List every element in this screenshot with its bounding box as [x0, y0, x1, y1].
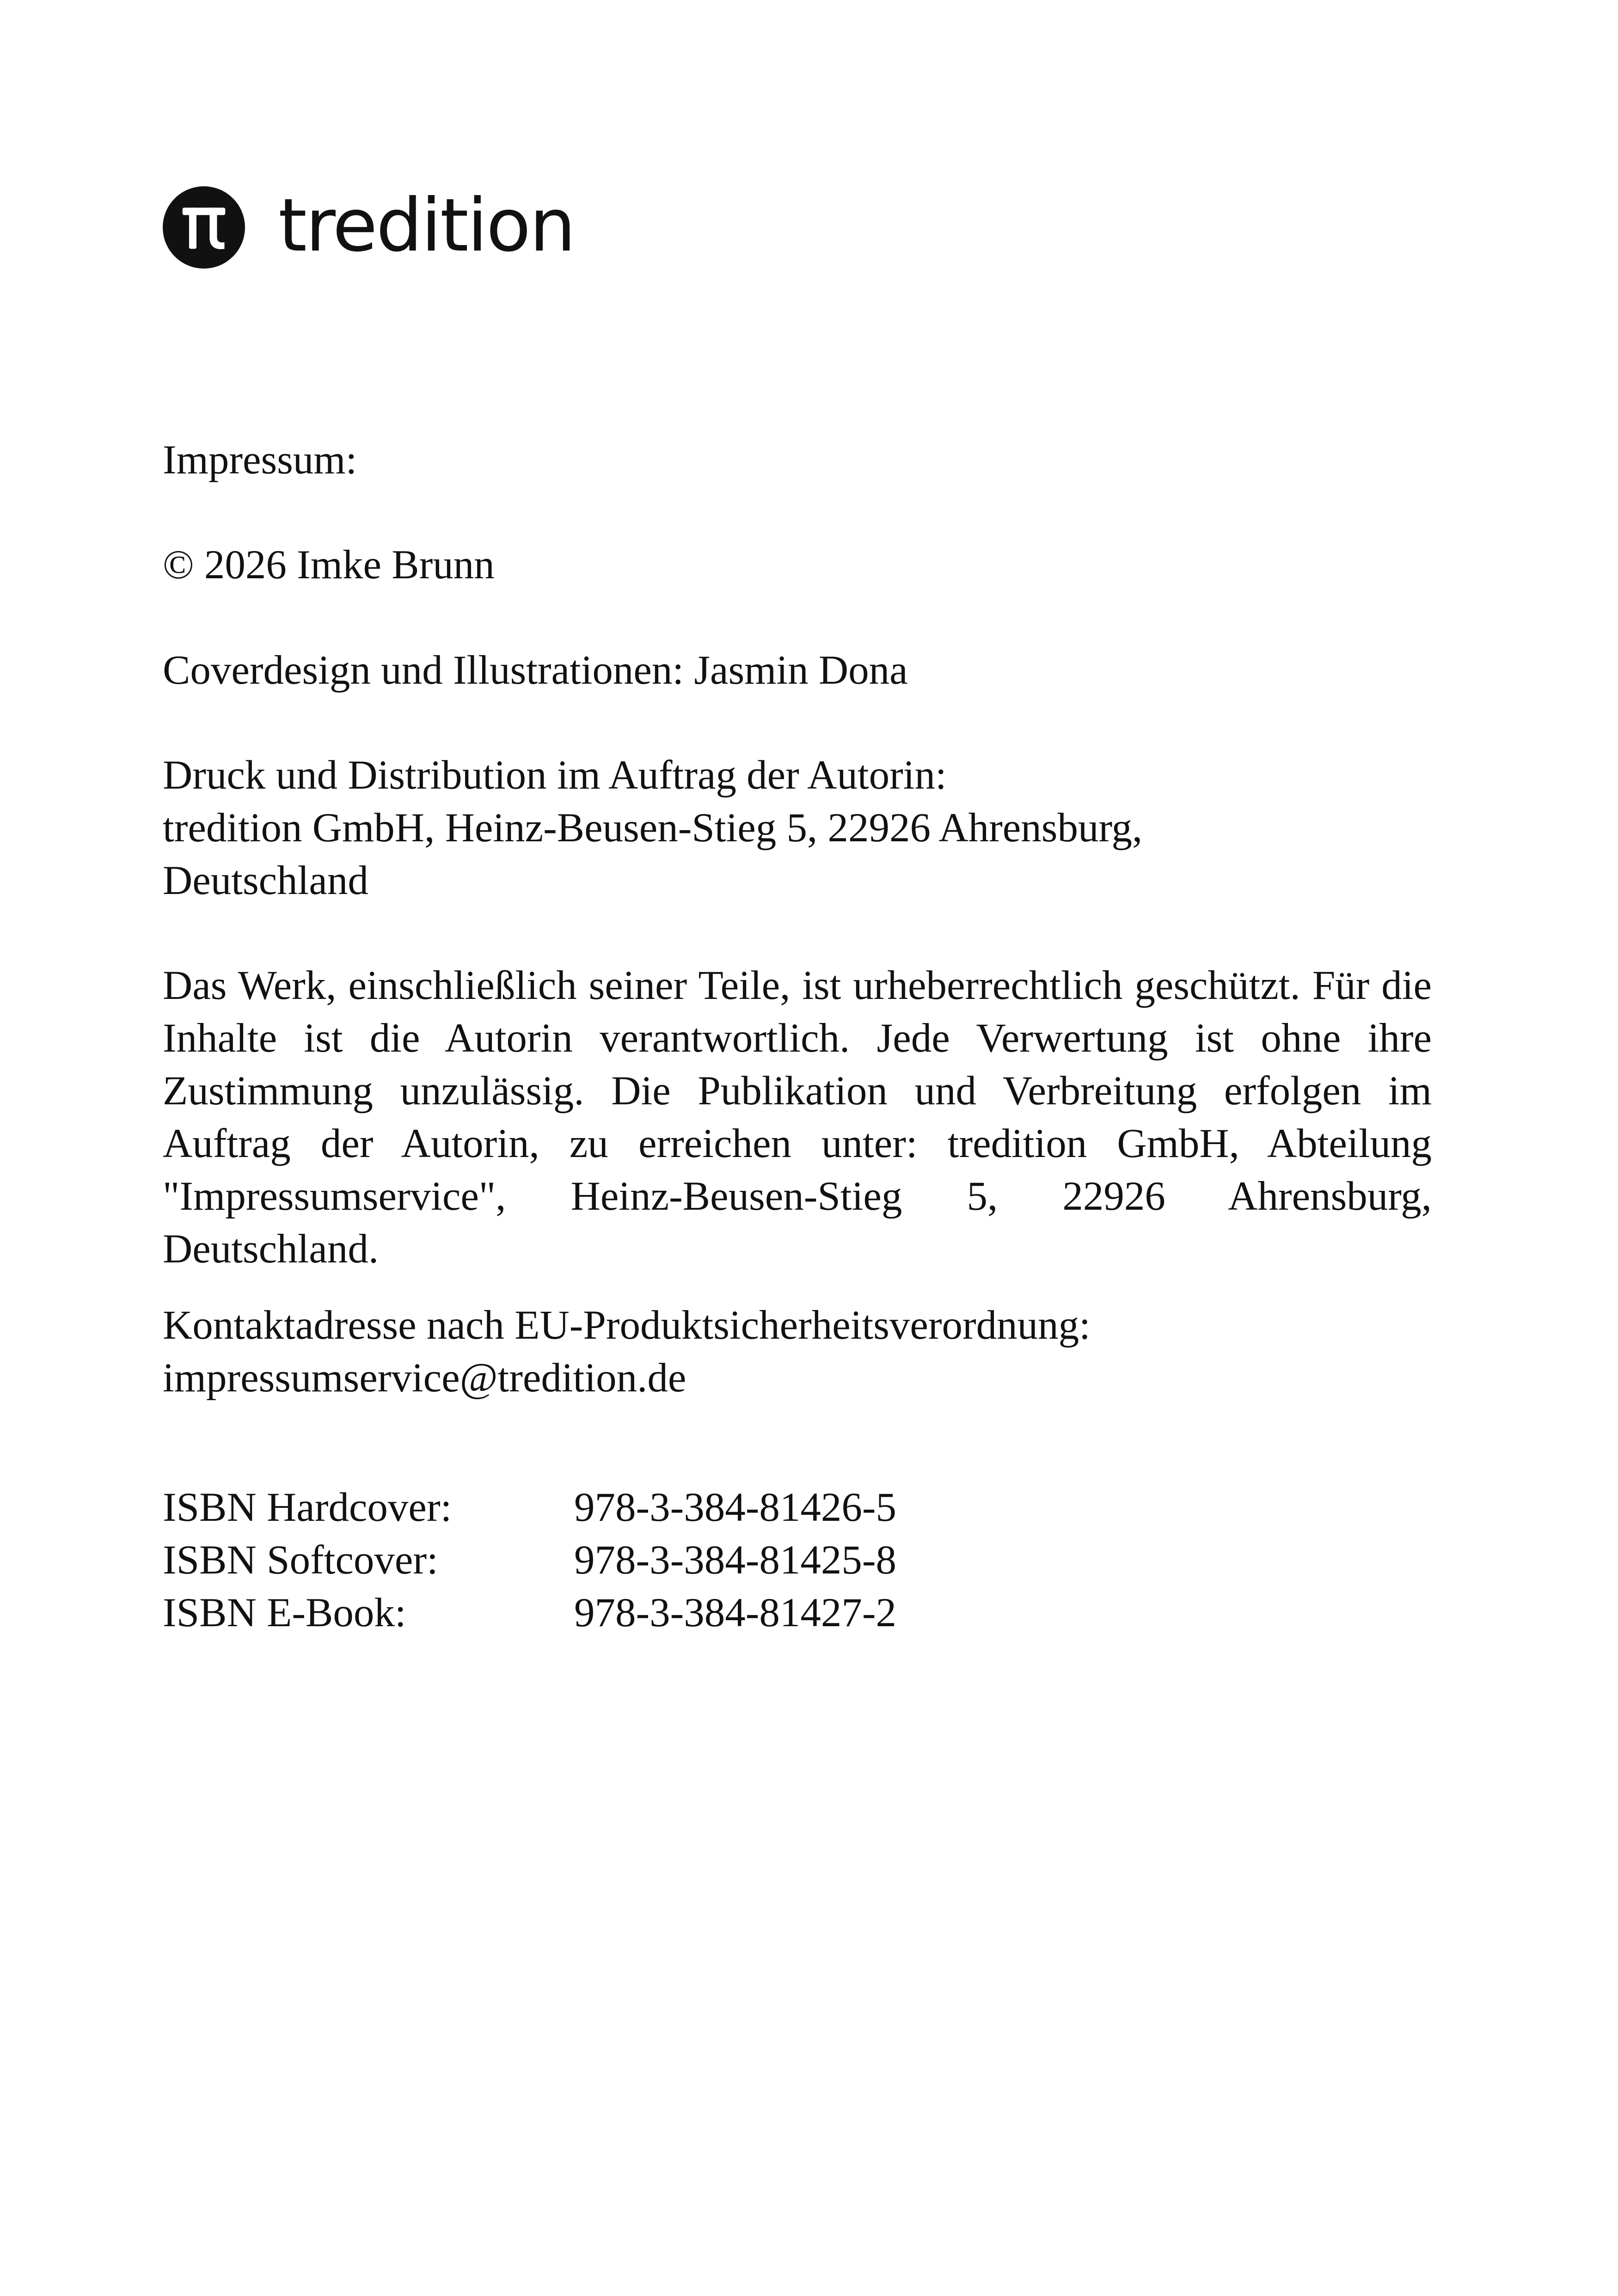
isbn-label: ISBN Softcover:	[163, 1537, 438, 1583]
contact-block	[163, 1299, 1432, 1404]
isbn-row-ebook	[163, 1586, 896, 1639]
print-line-1: Druck und Distribution im Auftrag der Autorin:	[163, 753, 947, 798]
tredition-t-circle-icon	[163, 186, 245, 269]
isbn-row-hardcover	[163, 1481, 896, 1534]
publisher-logo	[163, 181, 575, 274]
print-distribution	[163, 749, 1432, 907]
isbn-label: ISBN E-Book:	[163, 1590, 406, 1635]
print-line-3: Deutschland	[163, 858, 368, 903]
contact-email: impressumservice@tredition.de	[163, 1355, 686, 1401]
isbn-value: 978-3-384-81427-2	[574, 1590, 897, 1635]
isbn-value: 978-3-384-81426-5	[574, 1485, 897, 1530]
cover-credit: Coverdesign und Illustrationen: Jasmin Dona	[163, 648, 908, 693]
rights-paragraph: Das Werk, einschließlich seiner Teile, ist urheberrechtlich geschützt. Für die Inhalte ist die Autorin verantwortlich. Jede Verwertung ist ohne ihre Zustimmung unzulässig. Die Publikation und Verbreitung erfolgen im Auftrag der Autorin, zu erreichen unter: tredition GmbH, Abteilung "Impressumservice", Heinz-Beusen-Stieg 5, 22926 Ahrensburg, Deutschland.	[163, 963, 1432, 1272]
isbn-table	[163, 1481, 896, 1639]
imprint-heading: Impressum:	[163, 437, 357, 483]
print-line-2: tredition GmbH, Heinz-Beusen-Stieg 5, 22926 Ahrensburg,	[163, 805, 1143, 851]
isbn-label: ISBN Hardcover:	[163, 1485, 452, 1530]
isbn-value: 978-3-384-81425-8	[574, 1537, 897, 1583]
logo-wordmark: tredition	[278, 183, 575, 268]
contact-line-1: Kontaktadresse nach EU-Produktsicherheitsverordnung:	[163, 1303, 1091, 1348]
isbn-row-softcover	[163, 1534, 896, 1586]
copyright-line: © 2026 Imke Brunn	[163, 542, 495, 588]
